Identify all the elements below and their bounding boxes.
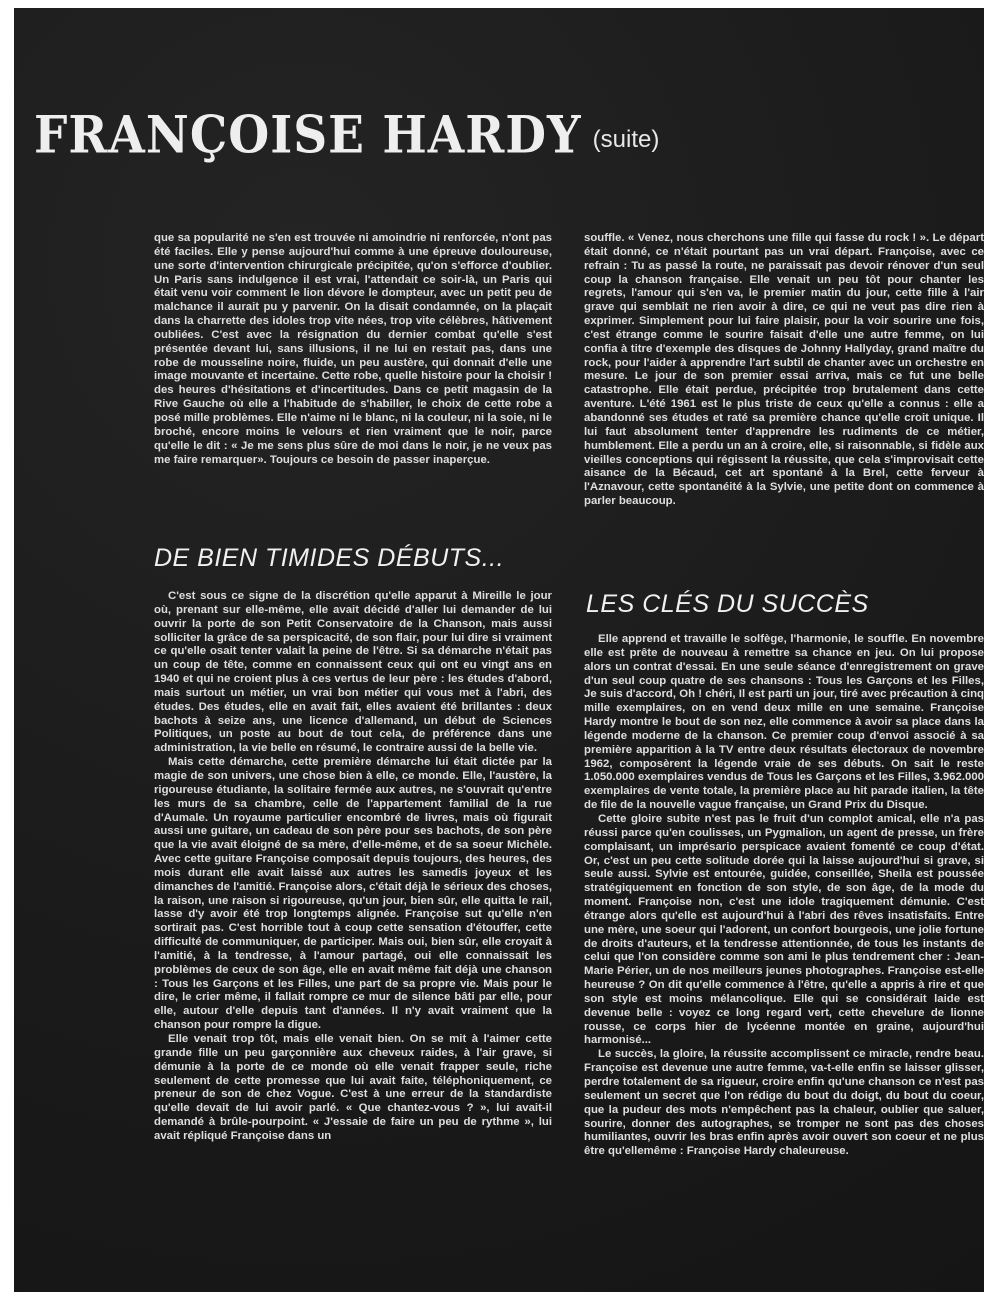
- paragraph: Elle apprend et travaille le solfège, l'harmonie, le souffle. En novembre elle est prête de nouveau à remettre sa chance en jeu. On lui propose alors un contrat d'essai. En une seule séance d'enregistrement on grave d'un seul coup quatre de ses chansons : Tous les Garçons et les Filles, Je suis d'accord, Oh ! chéri, Il est parti un jour, tiré avec précaution à cinq mille exemplaires, on en vend deux mille en une semaine. Françoise Hardy montre le bout de son nez, elle commence à avoir sa place dans la légende moderne de la chanson. Ce premier coup d'envoi associé à sa première apparition à la TV entre deux résultats électoraux de novembre 1962, composèrent la légende vraie de ses débuts. On sait le reste 1.050.000 exemplaires vendus de Tous les Garçons et les Filles, 3.962.000 exemplaires de vente totale, la première place au hit parade italien, la tête de file de la nouvelle vague française, un Grand Prix du Disque.: [584, 633, 984, 812]
- right-column-top: [584, 232, 984, 509]
- paragraph: Le succès, la gloire, la réussite accomplissent ce miracle, rendre beau. Françoise est devenue une autre femme, va-t-elle enfin se laisser glisser, perdre totalement de sa rigueur, croire enfin qu'une chanson ce n'est pas seulement un secret que l'on rédige du bout du doigt, du bout du coeur, que la pudeur des mots n'empêchent pas la chaleur, oublier que saluer, sourire, donner des autographes, se tromper ne sont pas des choses humiliantes, ouvrir les bras enfin après avoir ouvert son coeur et ne plus être qu'ellemême : Françoise Hardy chaleureuse.: [584, 1048, 984, 1158]
- paragraph: Elle venait trop tôt, mais elle venait bien. On se mit à l'aimer cette grande fille un peu garçonnière aux cheveux raides, à l'air grave, si démunie à la porte de ce monde où elle venait frapper seule, riche seulement de cette promesse que lui avait faite, téléphoniquement, ce preneur de son de chez Vogue. C'est à une erreur de la standardiste qu'elle devait de lui avoir parlé. « Que chantez-vous ? », lui avait-il demandé à brûle-pourpoint. « J'essaie de faire un peu de rythme », lui avait répliqué Françoise dans un: [154, 1033, 552, 1142]
- left-column-bottom: [154, 590, 552, 1144]
- right-column-bottom: [584, 633, 984, 1159]
- paragraph: Cette gloire subite n'est pas le fruit d'un complot amical, elle n'a pas réussi parce qu'en coulisses, un Pygmalion, un agent de presse, un frère complaisant, un imprésario perspicace avaient fomenté ce coup d'état. Or, c'est un peu cette solitude dorée qui la laisse aujourd'hui si grave, si seule aussi. Sylvie est entourée, guidée, conseillée, Sheila est poussée stratégiquement en fonction de son style, de son âge, de la mode du moment. Françoise non, c'est une idole tragiquement démunie. C'est étrange alors qu'elle est aujourd'hui à l'abri des rêves insatisfaits. Entre une mère, une soeur qui l'adorent, un confort bourgeois, une jolie fortune de droits d'auteurs, et la tendresse attentionnée, de tous les instants de celui que l'on considère comme son ami le plus tendrement cher : Jean-Marie Périer, un de nos meilleurs jeunes photographes. Françoise est-elle heureuse ? On dit qu'elle commence à l'être, qu'elle a appris à rire et que son style est moins mélancolique. Elle qui se considérait laide est devenue belle : voyez ce long regard vert, cette chevelure de lionne rousse, ce corps hier de lycéenne montée en graine, aujourd'hui harmonisé...: [584, 812, 984, 1047]
- section-heading-debuts: DE BIEN TIMIDES DÉBUTS...: [154, 544, 505, 572]
- article-title: [34, 105, 660, 166]
- title-main: FRANÇOISE HARDY: [34, 105, 582, 166]
- paragraph: Mais cette démarche, cette première démarche lui était dictée par la magie de son univers, une chose bien à elle, ce monde. Elle, l'austère, la rigoureuse étudiante, la solitaire fermée aux autres, ne s'ouvrait qu'entre les murs de sa chambre, celle de l'appartement familial de la rue d'Aumale. Un royaume particulier encombré de livres, mais où figurait aussi une guitare, un cadeau de son père pour ses bachots, de son père que la vie avait éloigné de sa mère, d'elle-même, et de sa soeur Michèle. Avec cette guitare Françoise composait depuis toujours, des heures, des mois durant elle avait laissé aux autres les samedis joyeux et les dimanches de l'amitié. Françoise alors, c'était déjà le sérieux des choses, la raison, une raison si rigoureuse, qu'un jour, bien sûr, elle quitta le rail, lasse d'y avoir été trop longtemps alignée. Françoise sut qu'elle n'en sortirait pas. C'est horrible tout à coup cette sensation d'étouffer, cette difficulté de communiquer, de participer. Mais oui, bien sûr, elle croyait à l'amitié, à la tendresse, à l'amour partagé, oui elle connaissait les problèmes de ceux de son âge, elle en avait même fait déjà une chanson : Tous les Garçons et les Filles, une part de sa propre vie. Mais pour le dire, le crier même, il fallait rompre ce mur de silence bâti par elle, pour elle, autour d'elle depuis tant d'années. Il n'y avait vraiment que la chanson pour rompre la digue.: [154, 756, 552, 1032]
- magazine-page: [14, 8, 984, 1292]
- paragraph: souffle. « Venez, nous cherchons une fille qui fasse du rock ! ». Le départ était donné, ce n'était pourtant pas un vrai départ. Françoise, avec ce refrain : Tu as passé la route, ne paraissait pas devoir rénover d'un seul coup la chanson française. Elle venait un peu tôt pour chanter les regrets, l'amour qui s'en va, le premier matin du jour, cette fille à l'air grave qui semblait ne rien avoir à dire, ce qui ne veut pas dire rien à exprimer. Simplement pour lui faire plaisir, pour la voir sourire une fois, c'est étrange comme le sourire faisait d'elle une autre femme, on lui confia à titre d'exemple des disques de Johnny Hallyday, grand maître du rock, pour l'aider à apprendre l'art subtil de chanter avec un orchestre en mesure. Le jour de son premier essai arriva, mais ce fut une belle catastrophe. Elle était perdue, précipitée trop brutalement dans cette aventure. L'été 1961 est le plus triste de ceux qu'elle a connus : elle a abandonné ses études et raté sa première chance qu'elle croit unique. Il lui faut absolument tenter d'apprendre les rudiments de ce métier, humblement. Elle a perdu un an à croire, elle, si raisonnable, si fidèle aux vieilles conceptions qui régissent la réussite, que cela s'improvisait cette aisance de la Bécaud, cet art spontané à la Brel, cette ferveur à l'Aznavour, cette spontanéité à la Sylvie, une petite dont on commence à parler beaucoup.: [584, 232, 984, 508]
- left-column-top: [154, 232, 552, 467]
- paragraph: C'est sous ce signe de la discrétion qu'elle apparut à Mireille le jour où, prenant sur elle-même, elle avait décidé d'aller lui demander de lui ouvrir la porte de son Petit Conservatoire de la Chanson, mais aussi solliciter la grâce de sa perspicacité, de son flair, pour lui dire si vraiment ce qu'elle osait tenter valait la peine de l'être. Si sa démarche n'était pas un coup de tête, comme en connaissent ceux qui ont eu vingt ans en 1940 et qui ne croient plus à ces vertus de leur père : les études d'abord, mais surtout un métier, un vrai bon métier qui vous met à l'abri, des études. Des études, elle en avait fait, elles avaient été brillantes : deux bachots à seize ans, une licence d'allemand, un début de Sciences Politiques, un poste au bout de tout cela, de préférence dans une administration, la vie belle en résumé, le contraire aussi de la belle vie.: [154, 590, 552, 755]
- title-suffix: (suite): [592, 126, 660, 153]
- section-heading-succes: LES CLÉS DU SUCCÈS: [586, 590, 869, 618]
- paragraph: que sa popularité ne s'en est trouvée ni amoindrie ni renforcée, n'ont pas été faciles. Elle y pense aujourd'hui comme à une épreuve douloureuse, une sorte d'intervention chirurgicale précipitée, qu'on s'efforce d'oublier. Un Paris sans indulgence il est vrai, l'attendait ce soir-là, un Paris qui était venu voir comment le lion dévore le dompteur, avec un petit peu de malchance il aurait pu y parvenir. On la disait condamnée, on la plaçait dans la charrette des idoles trop vite nées, trop vite célèbres, hâtivement oubliées. C'est avec la résignation du dernier combat qu'elle s'est présentée devant lui, sans illusions, il ne lui en restait pas, dans une robe de mousseline noire, fluide, un peu austère, qui donnait d'elle une image mouvante et incertaine. Cette robe, quelle histoire pour la choisir ! des heures d'hésitations et d'incertitudes. Dans ce petit magasin de la Rive Gauche où elle a l'habitude de s'habiller, le choix de cette robe a posé mille problèmes. Elle n'aime ni le blanc, ni la couleur, ni la soie, ni le broché, encore moins le velours et rien vraiment que le noir, parce qu'elle le dit : « Je me sens plus sûre de moi dans le noir, je ne veux pas me faire remarquer». Toujours ce besoin de passer inaperçue.: [154, 232, 552, 466]
